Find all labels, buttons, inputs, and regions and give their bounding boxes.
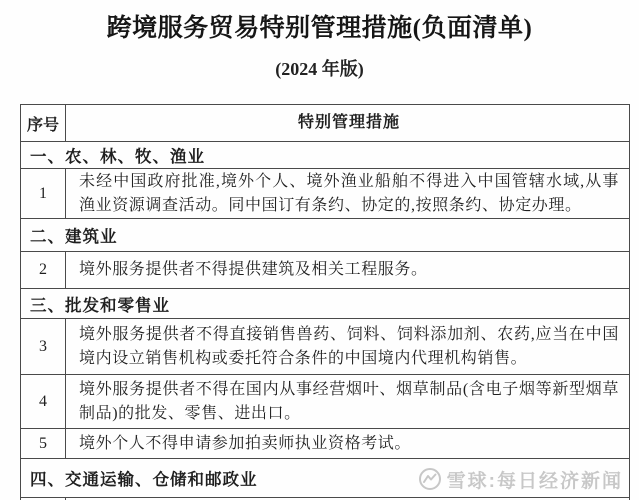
row-measure-text: 境外服务提供者不得提供建筑及相关工程服务。 (79, 261, 428, 278)
row-measure-text: 境外服务提供者不得在国内从事经营烟叶、烟草制品(含电子烟等新型烟草制品)的批发、零售、进出口。 (79, 380, 619, 422)
section-label: 四、交通运输、仓储和邮政业 (30, 470, 258, 489)
table-row (21, 251, 629, 288)
header-cell-measure: 特别管理措施 (297, 114, 400, 131)
section-row-wholesale-retail (21, 288, 629, 318)
table-row (21, 318, 629, 374)
header-cell-no: 序号 (21, 105, 66, 141)
page-title: 跨境服务贸易特别管理措施(负面清单) (106, 15, 533, 42)
section-row-transport-postal (21, 458, 629, 497)
section-row-construction (21, 218, 629, 251)
row-number: 5 (21, 429, 66, 458)
table-header-row (21, 105, 629, 141)
table-row (21, 428, 629, 458)
row-measure-text: 境外服务提供者不得直接销售兽药、饲料、饲料添加剂、农药,应当在中国境内设立销售机构或委托符合条件的中国境内代理机构销售。 (79, 325, 619, 367)
section-row-agriculture (21, 141, 629, 168)
watermark-text: 雪球:每日经济新闻 (446, 470, 623, 492)
section-label: 三、批发和零售业 (30, 295, 170, 315)
section-label: 一、农、林、牧、渔业 (30, 147, 205, 166)
row-number: 1 (21, 169, 66, 218)
row-measure-text: 境外个人不得申请参加拍卖师执业资格考试。 (79, 434, 412, 452)
row-number: 4 (21, 375, 66, 428)
measures-table (20, 104, 630, 500)
page-subtitle: (2024 年版) (275, 59, 364, 79)
table-row (21, 168, 629, 218)
row-measure-text: 未经中国政府批准,境外个人、境外渔业船舶不得进入中国管辖水域,从事渔业资源调查活动。同中国订有条约、协定的,按照条约、协定办理。 (79, 172, 619, 214)
section-label: 二、建筑业 (30, 227, 118, 246)
row-number: 3 (21, 319, 66, 374)
table-row (21, 374, 629, 428)
row-number: 2 (21, 252, 66, 288)
